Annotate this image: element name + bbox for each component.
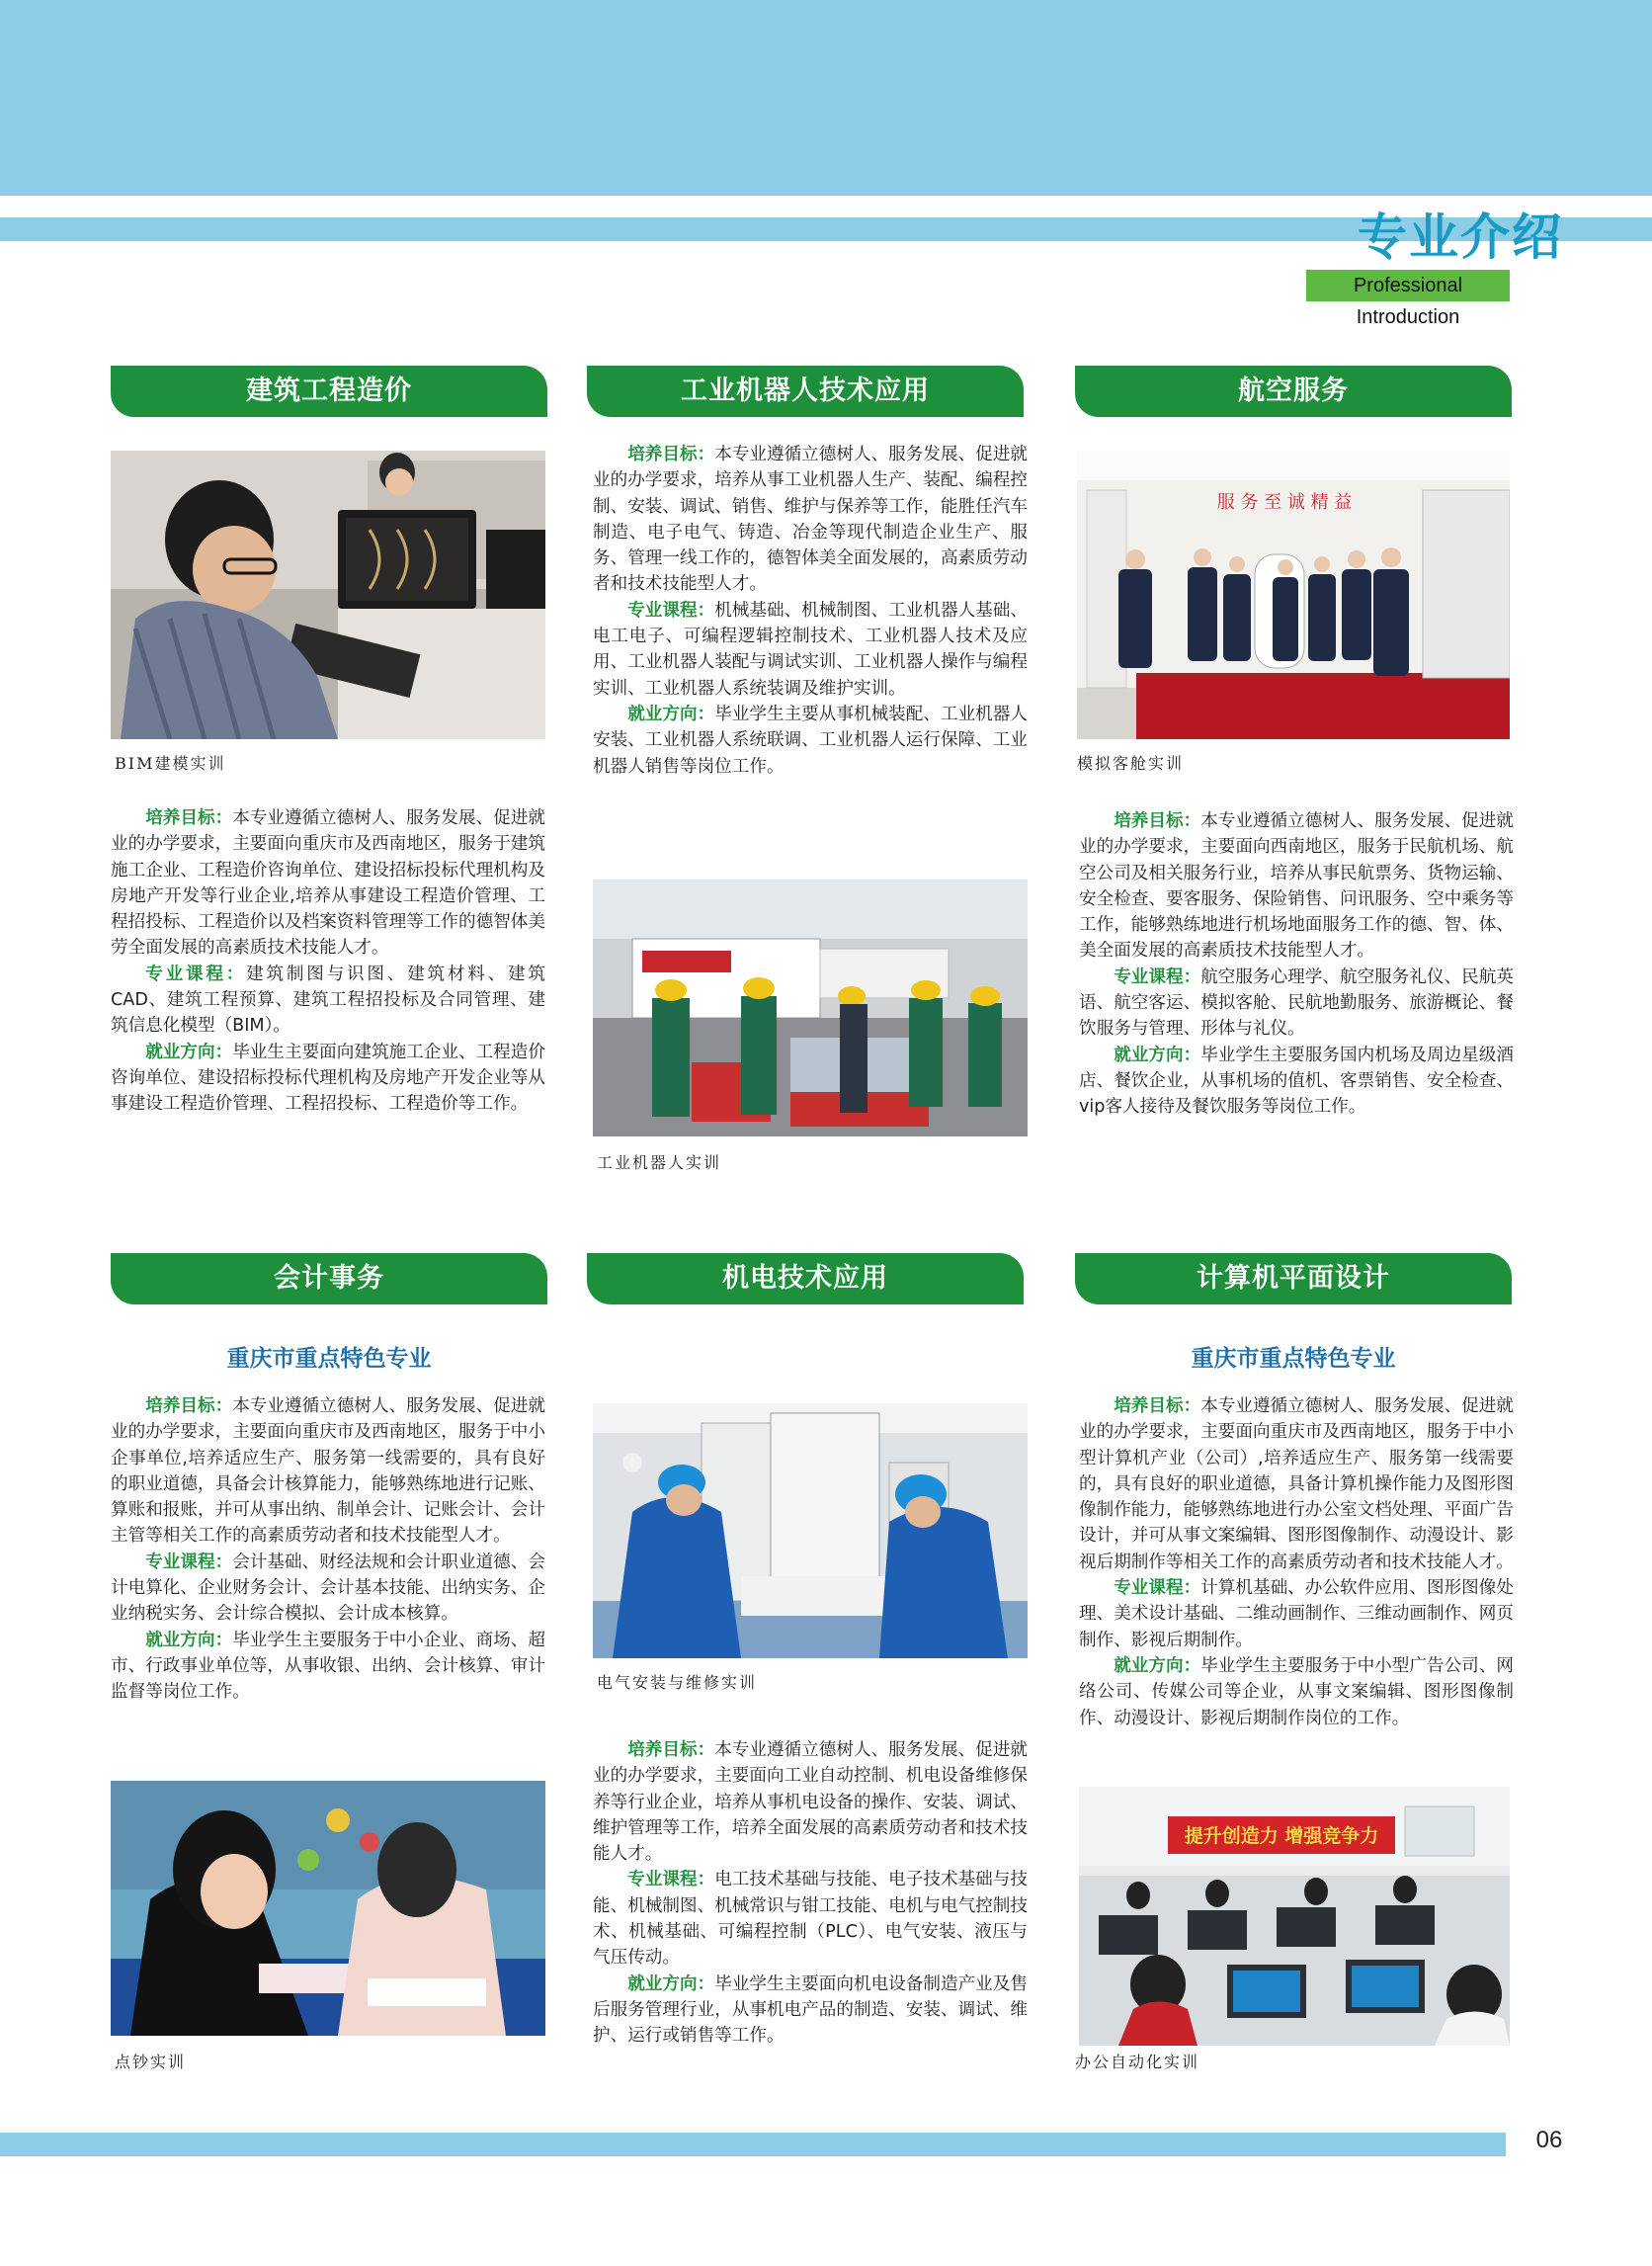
course-label: 专业课程： <box>1114 1578 1201 1599</box>
cash-counting-training-photo <box>111 1781 545 2036</box>
major-description-accounting <box>111 1393 545 1706</box>
course-text: 机械基础、机械制图、工业机器人基础、电工电子、可编程逻辑控制技术、工业机器人技术及应用、工业机器人装配与调试实训、工业机器人操作与编程实训、工业机器人系统装调及维护实训。 <box>593 600 1028 699</box>
major-header-construction-cost: 建筑工程造价 <box>111 366 547 417</box>
job-label: 就业方向： <box>145 1042 233 1062</box>
banner-text: 提升创造力 增强竞争力 <box>1184 1825 1379 1847</box>
major-header-graphic-design: 计算机平面设计 <box>1075 1253 1512 1304</box>
goal-label: 培养目标： <box>1114 1396 1201 1416</box>
major-description-industrial-robot <box>593 442 1028 780</box>
photo-caption: 模拟客舱实训 <box>1077 754 1185 773</box>
key-major-badge: 重庆市重点特色专业 <box>1191 1346 1396 1372</box>
bim-training-photo <box>111 451 545 739</box>
goal-text: 本专业遵循立德树人、服务发展、促进就业的办学要求，主要面向工业自动控制、机电设备维修保养等行业企业，培养从事机电设备的操作、安装、调试、维护管理等工作，培养全面发展的高素质劳动者和技术技能人才。 <box>593 1740 1028 1865</box>
major-description-graphic-design <box>1079 1393 1514 1731</box>
goal-label: 培养目标： <box>627 1740 715 1760</box>
goal-label: 培养目标： <box>145 1396 233 1416</box>
job-text: 毕业学生主要服务于中小企业、商场、超市、行政事业单位等，从事收银、出纳、会计核算、审计监督等岗位工作。 <box>111 1630 545 1703</box>
course-label: 专业课程： <box>627 600 715 621</box>
major-header-industrial-robot: 工业机器人技术应用 <box>587 366 1024 417</box>
major-header-accounting: 会计事务 <box>111 1253 547 1304</box>
major-description-mechatronics <box>593 1737 1028 2050</box>
goal-label: 培养目标： <box>1114 811 1201 831</box>
course-label: 专业课程： <box>1114 966 1201 987</box>
job-label: 就业方向： <box>627 1973 715 1994</box>
course-text: 会计基础、财经法规和会计职业道德、会计电算化、企业财务会计、会计基本技能、出纳实务、企业纳税实务、会计综合模拟、会计成本核算。 <box>111 1552 545 1625</box>
page-number: 06 <box>1535 2127 1563 2153</box>
course-label: 专业课程： <box>627 1870 715 1890</box>
job-text: 毕业生主要面向建筑施工企业、工程造价咨询单位、建设招标投标代理机构及房地产开发企业等从事建设工程造价管理、工程招投标、工程造价等工作。 <box>111 1042 545 1115</box>
job-text: 毕业学生主要服务于中小型广告公司、网络公司、传媒公司等企业，从事文案编辑、图形图像制作、动漫设计、影视后期制作岗位的工作。 <box>1079 1655 1514 1728</box>
photo-caption: BIM建模实训 <box>115 754 226 773</box>
major-description-construction-cost <box>111 805 545 1118</box>
goal-text: 本专业遵循立德树人、服务发展、促进就业的办学要求，主要面向重庆市及西南地区，服务于建筑施工企业、工程造价咨询单位、建设招标投标代理机构及房地产开发等行业企业,培养从事建设工程造价管理、工程招投标、工程造价以及档案资料管理等工作的德智体美劳全面发展的高素质技术技能人才。 <box>111 808 545 959</box>
job-label: 就业方向： <box>627 704 715 724</box>
course-text: 航空服务心理学、航空服务礼仪、民航英语、航空客运、模拟客舱、民航地勤服务、旅游概论、餐饮服务与管理、形体与礼仪。 <box>1079 966 1514 1040</box>
course-label: 专业课程： <box>145 1552 233 1572</box>
job-label: 就业方向： <box>1114 1655 1201 1676</box>
job-text: 毕业学生主要服务国内机场及周边星级酒店、餐饮企业，从事机场的值机、客票销售、安全检查、vip客人接待及餐饮服务等岗位工作。 <box>1079 1045 1514 1118</box>
photo-caption: 点钞实训 <box>115 2053 187 2071</box>
job-label: 就业方向： <box>145 1630 233 1650</box>
goal-label: 培养目标： <box>627 445 715 464</box>
goal-text: 本专业遵循立德树人、服务发展、促进就业的办学要求，主要面向重庆市及西南地区，服务于中小型计算机产业（公司）,培养适应生产、服务第一线需要的，具有良好的职业道德，具备计算机操作能力及图形图像制作能力，能够熟练地进行办公室文档处理、平面广告设计，并可从事文案编辑、图形图像制作、动漫设计、影视后期制作等相关工作的高素质劳动者和技术技能人才。 <box>1079 1396 1514 1572</box>
course-label: 专业课程： <box>145 964 247 984</box>
electrical-install-training-photo <box>593 1403 1028 1658</box>
slogan-text: 服 务 至 诚 精 益 <box>1216 492 1353 513</box>
job-text: 毕业学生主要从事机械装配、工业机器人安装、工业机器人系统联调、工业机器人运行保障、工业机器人销售等岗位工作。 <box>593 704 1028 777</box>
job-label: 就业方向： <box>1114 1045 1201 1065</box>
course-text: 建筑制图与识图、建筑材料、建筑CAD、建筑工程预算、建筑工程招投标及合同管理、建筑信息化模型（BIM）。 <box>111 964 545 1037</box>
photo-caption: 电气安装与维修实训 <box>597 1673 758 1692</box>
job-text: 毕业学生主要面向机电设备制造产业及售后服务管理行业，从事机电产品的制造、安装、调试、维护、运行或销售等工作。 <box>593 1973 1028 2047</box>
major-header-mechatronics: 机电技术应用 <box>587 1253 1024 1304</box>
section-title: 专业介绍 <box>1358 209 1563 266</box>
key-major-badge: 重庆市重点特色专业 <box>226 1346 432 1372</box>
industrial-robot-training-photo <box>593 880 1028 1136</box>
major-header-aviation-service: 航空服务 <box>1075 366 1512 417</box>
course-text: 计算机基础、办公软件应用、图形图像处理、美术设计基础、二维动画制作、三维动画制作、网页制作、影视后期制作。 <box>1079 1578 1514 1650</box>
photo-caption: 办公自动化实训 <box>1075 2053 1200 2071</box>
goal-text: 本专业遵循立德树人、服务发展、促进就业的办学要求，培养从事工业机器人生产、装配、编程控制、安装、调试、销售、维护与保养等工作，能胜任汽车制造、电子电气、铸造、冶金等现代制造企业生产、服务、管理一线工作的，德智体美全面发展的，高素质劳动者和技术技能型人才。 <box>593 445 1028 595</box>
major-description-aviation-service <box>1079 808 1514 1121</box>
goal-text: 本专业遵循立德树人、服务发展、促进就业的办学要求，主要面向重庆市及西南地区，服务于中小企事单位,培养适应生产、服务第一线需要的，具有良好的职业道德，具备会计核算能力，能够熟练地进行记账、算账和报账，并可从事出纳、制单会计、记账会计、会计主管等相关工作的高素质劳动者和技术技能型人才。 <box>111 1396 545 1547</box>
photo-caption: 工业机器人实训 <box>597 1153 722 1172</box>
goal-text: 本专业遵循立德树人、服务发展、促进就业的办学要求，主要面向西南地区，服务于民航机场、航空公司及相关服务行业，培养从事民航票务、货物运输、安全检查、要客服务、保险销售、问讯服务、空中乘务等工作，能够熟练地进行机场地面服务工作的德、智、体、美全面发展的高素质技术技能型人才。 <box>1079 811 1514 962</box>
course-text: 电工技术基础与技能、电子技术基础与技能、机械制图、机械常识与钳工技能、电机与电气控制技术、机械基础、可编程控制（PLC）、电气安装、液压与气压传动。 <box>593 1870 1028 1969</box>
goal-label: 培养目标： <box>145 808 233 828</box>
section-subtitle: Professional Introduction <box>1306 270 1510 301</box>
cabin-training-photo <box>1077 451 1510 739</box>
office-automation-training-photo <box>1079 1787 1510 2046</box>
top-color-band <box>0 0 1652 196</box>
bottom-stripe <box>0 2133 1506 2156</box>
